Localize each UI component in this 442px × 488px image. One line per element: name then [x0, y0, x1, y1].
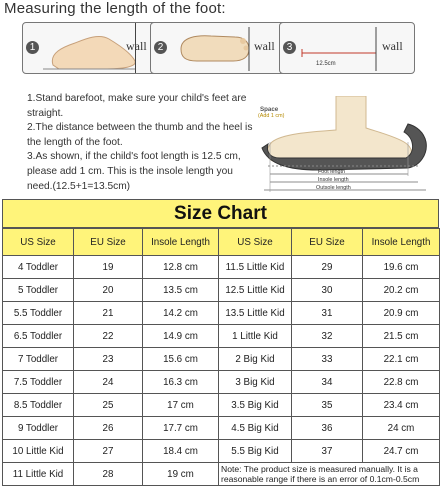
- step-2-panel: [150, 22, 286, 74]
- cell-insole: 15.6 cm: [143, 348, 219, 371]
- cell-insole: 18.4 cm: [143, 440, 219, 463]
- step-1-panel: [22, 22, 158, 74]
- cell-insole-2: 23.4 cm: [363, 394, 440, 417]
- cell-eu-size-2: 30: [292, 279, 363, 302]
- step-2-number: 2: [154, 41, 167, 54]
- table-row: [3, 279, 440, 302]
- cell-insole-2: 20.2 cm: [363, 279, 440, 302]
- cell-insole: 17.7 cm: [143, 417, 219, 440]
- header-eu-size: EU Size: [74, 229, 143, 256]
- shoe-length-diagram: [258, 96, 438, 196]
- table-row: [3, 348, 440, 371]
- insole-length-label: Insole length: [318, 177, 349, 183]
- cell-insole: 14.2 cm: [143, 302, 219, 325]
- cell-us-size: 4 Toddler: [3, 256, 74, 279]
- table-row: [3, 302, 440, 325]
- cell-us-size-2: 4.5 Big Kid: [219, 417, 292, 440]
- cell-insole: 17 cm: [143, 394, 219, 417]
- cell-us-size-2: 12.5 Little Kid: [219, 279, 292, 302]
- step-1-wall-label: wall: [126, 39, 147, 53]
- step-1-number: 1: [26, 41, 39, 54]
- page-title: Measuring the length of the foot:: [4, 0, 226, 17]
- header-eu-size-2: EU Size: [292, 229, 363, 256]
- cell-eu-size: 20: [74, 279, 143, 302]
- header-us-size-2: US Size: [219, 229, 292, 256]
- cell-us-size: 9 Toddler: [3, 417, 74, 440]
- cell-insole: 19 cm: [143, 463, 219, 486]
- cell-us-size-2: 13.5 Little Kid: [219, 302, 292, 325]
- header-insole-length-2: Insole Length: [363, 229, 440, 256]
- cell-us-size: 7.5 Toddler: [3, 371, 74, 394]
- size-chart-table: [2, 228, 440, 486]
- step-3-number: 3: [283, 41, 296, 54]
- cell-us-size: 5 Toddler: [3, 279, 74, 302]
- space-label: Space: [260, 106, 279, 113]
- cell-eu-size-2: 32: [292, 325, 363, 348]
- cell-eu-size: 21: [74, 302, 143, 325]
- outsole-length-label: Outsole length: [316, 185, 351, 191]
- cell-eu-size: 22: [74, 325, 143, 348]
- cell-eu-size-2: 31: [292, 302, 363, 325]
- cell-insole-2: 24.7 cm: [363, 440, 440, 463]
- cell-insole-2: 22.8 cm: [363, 371, 440, 394]
- cell-eu-size-2: 36: [292, 417, 363, 440]
- instruction-1: 1.Stand barefoot, make sure your child's feet are straight.: [27, 93, 247, 119]
- table-row-last: [3, 463, 440, 486]
- table-row: [3, 417, 440, 440]
- cell-us-size: 10 Little Kid: [3, 440, 74, 463]
- cell-eu-size: 24: [74, 371, 143, 394]
- cell-us-size: 11 Little Kid: [3, 463, 74, 486]
- step-3-measure-note: 12.5cm: [316, 61, 336, 67]
- cell-insole-2: 19.6 cm: [363, 256, 440, 279]
- foot-length-label: Foot length: [318, 169, 345, 175]
- measuring-instructions: [27, 92, 257, 194]
- step-3-wall-label: wall: [382, 39, 403, 53]
- cell-eu-size: 25: [74, 394, 143, 417]
- cell-eu-size-2: 33: [292, 348, 363, 371]
- cell-insole: 16.3 cm: [143, 371, 219, 394]
- cell-us-size-2: 11.5 Little Kid: [219, 256, 292, 279]
- instruction-3: 3.As shown, if the child's foot length is 12.5 cm, please add 1 cm. This is the insole length you need.(12.5+1=13.5cm): [27, 151, 241, 192]
- cell-insole: 14.9 cm: [143, 325, 219, 348]
- size-chart-header-row: [3, 229, 440, 256]
- cell-insole: 13.5 cm: [143, 279, 219, 302]
- table-row: [3, 440, 440, 463]
- header-us-size: US Size: [3, 229, 74, 256]
- cell-us-size-2: 5.5 Big Kid: [219, 440, 292, 463]
- cell-eu-size-2: 29: [292, 256, 363, 279]
- cell-eu-size-2: 34: [292, 371, 363, 394]
- cell-eu-size-2: 37: [292, 440, 363, 463]
- cell-insole-2: 24 cm: [363, 417, 440, 440]
- cell-eu-size: 28: [74, 463, 143, 486]
- header-insole-length: Insole Length: [143, 229, 219, 256]
- cell-us-size-2: 1 Little Kid: [219, 325, 292, 348]
- cell-us-size-2: 3.5 Big Kid: [219, 394, 292, 417]
- cell-us-size: 5.5 Toddler: [3, 302, 74, 325]
- cell-eu-size: 26: [74, 417, 143, 440]
- size-chart-title: Size Chart: [174, 203, 267, 224]
- table-row: [3, 325, 440, 348]
- table-row: [3, 256, 440, 279]
- cell-insole-2: 20.9 cm: [363, 302, 440, 325]
- cell-insole-2: 21.5 cm: [363, 325, 440, 348]
- table-row: [3, 394, 440, 417]
- step-2-wall-label: wall: [254, 39, 275, 53]
- cell-us-size-2: 3 Big Kid: [219, 371, 292, 394]
- cell-us-size-2: 2 Big Kid: [219, 348, 292, 371]
- cell-eu-size: 23: [74, 348, 143, 371]
- cell-insole-2: 22.1 cm: [363, 348, 440, 371]
- cell-us-size: 6.5 Toddler: [3, 325, 74, 348]
- instruction-2: 2.The distance between the thumb and the heel is the length of the foot.: [27, 122, 253, 148]
- cell-eu-size: 19: [74, 256, 143, 279]
- cell-us-size: 8.5 Toddler: [3, 394, 74, 417]
- table-row: [3, 371, 440, 394]
- cell-us-size: 7 Toddler: [3, 348, 74, 371]
- cell-insole: 12.8 cm: [143, 256, 219, 279]
- size-chart-title-bar: [2, 199, 439, 228]
- cell-eu-size-2: 35: [292, 394, 363, 417]
- step-3-panel: [279, 22, 415, 74]
- space-sublabel: (Add 1 cm): [258, 113, 285, 119]
- measurement-note: Note: The product size is measured manually. It is a reasonable range if there is an error of 0.1cm-0.5cm: [219, 463, 440, 486]
- cell-eu-size: 27: [74, 440, 143, 463]
